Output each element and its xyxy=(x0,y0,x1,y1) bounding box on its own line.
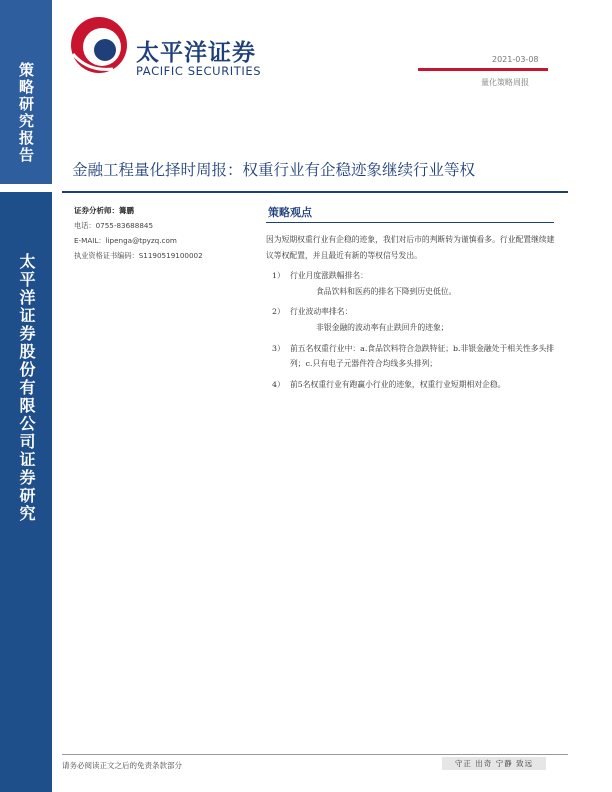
analyst-line xyxy=(74,203,203,218)
analyst-info xyxy=(74,203,203,263)
report-date: 2021-03-08 xyxy=(492,55,539,64)
analyst-license: 执业资格证书编码：S1190519100002 xyxy=(74,251,203,260)
item-head: 行业月度涨跌幅排名： xyxy=(290,271,368,281)
company-motto: 守正 出奇 宁静 致远 xyxy=(442,757,546,770)
pacific-securities-logo-icon xyxy=(68,14,130,76)
analyst-email[interactable]: E-MAIL：lipenga@tpyzq.com xyxy=(74,236,177,245)
strategy-view-heading: 策略观点 xyxy=(268,206,312,219)
footer-divider xyxy=(62,754,568,755)
title-divider xyxy=(62,191,568,193)
item-head: 前五名权重行业中：a.食品饮料符合急跌特征；b.非银金融处于相关性多头排列；c.只有电子元器件符合均线多头排列； xyxy=(290,343,555,369)
sidebar-company-label: 太平洋证券股份有限公司证券研究 xyxy=(17,253,36,523)
intro-paragraph: 因为短期权重行业有企稳的迹象，我们对后市的判断转为谨慎看多。行业配置继续建议等权配置，并且最近有新的等权信号发出。 xyxy=(266,235,555,260)
report-type: 量化策略周报 xyxy=(481,78,529,87)
list-item xyxy=(266,268,556,299)
item-number: 1） xyxy=(272,271,285,281)
item-head: 行业波动率排名： xyxy=(290,307,353,317)
strategy-view-body xyxy=(266,232,556,392)
header-red-bar xyxy=(418,68,548,71)
analyst-label: 证券分析师： xyxy=(74,206,119,215)
list-item xyxy=(266,304,556,335)
analyst-phone: 电话：0755-83688845 xyxy=(74,221,154,230)
item-number: 2） xyxy=(272,307,285,317)
report-title: 金融工程量化择时周报：权重行业有企稳迹象继续行业等权 xyxy=(72,161,476,179)
disclaimer-text: 请务必阅读正文之后的免责条款部分 xyxy=(62,761,182,770)
item-number: 3） xyxy=(272,343,285,353)
brand-name-cn: 太平洋证券 xyxy=(136,40,256,66)
analyst-name: 篝鹏 xyxy=(119,206,134,215)
list-item xyxy=(266,341,556,372)
item-head: 前5名权重行业有跑赢小行业的迹象，权重行业短期相对企稳。 xyxy=(290,379,506,389)
section-divider xyxy=(266,222,554,223)
sidebar-report-category: 策略研究报告 xyxy=(17,62,35,164)
list-item xyxy=(266,377,556,393)
brand-name-en: PACIFIC SECURITIES xyxy=(136,64,262,78)
item-body: 食品饮料和医药的排名下降到历史低位。 xyxy=(316,286,457,296)
item-body: 非银金融的波动率有止跌回升的迹象； xyxy=(316,322,449,332)
item-number: 4） xyxy=(272,379,285,389)
